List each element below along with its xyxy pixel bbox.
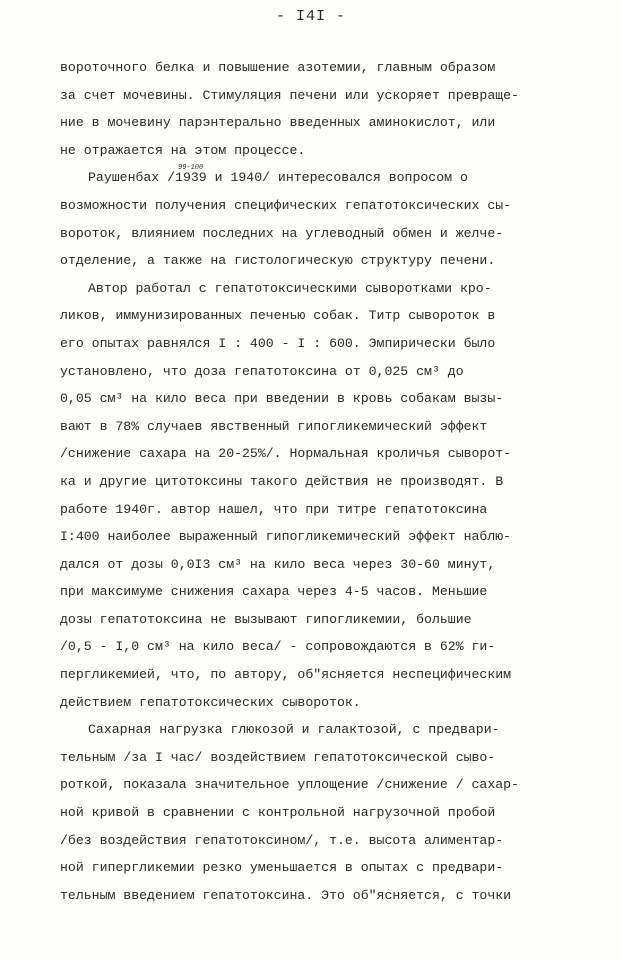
text-line [60, 799, 580, 827]
line-text: /0,5 - I,0 см³ на кило веса/ - сопровождаются в 62% ги- [60, 639, 496, 655]
line-text: за счет мочевины. Стимуляция печени или ускоряет превраще- [60, 87, 519, 103]
line-text: пергликемией, что, по автору, об"ясняется неспецифическим [60, 667, 512, 683]
text-line [60, 606, 580, 634]
text-line [60, 827, 580, 855]
line-text: действием гепатотоксических сывороток. [60, 694, 361, 710]
line-text: ликов, иммунизированных печенью собак. Титр сывороток в [60, 308, 496, 324]
text-line [60, 54, 580, 82]
text-line [60, 413, 580, 441]
text-line [60, 496, 580, 524]
line-text: его опытах равнялся I : 400 - I : 600. Эмпирически было [60, 335, 496, 351]
text-line [60, 661, 580, 689]
line-text: I:400 наиболее выраженный гипогликемический эффект наблю- [60, 529, 512, 545]
text-line [60, 551, 580, 579]
text-line [60, 771, 580, 799]
text-line [60, 164, 580, 192]
line-text: при максимуме снижения сахара через 4-5 часов. Меньшие [60, 584, 488, 600]
document-body [60, 54, 580, 909]
text-line [60, 137, 580, 165]
text-line [60, 440, 580, 468]
line-text: установлено, что доза гепатотоксина от 0,025 см³ до [60, 363, 464, 379]
line-text: Раушенбах /1939 и 1940/ интересовался вопросом о [88, 170, 468, 186]
line-text: вают в 78% случаев явственный гипогликемический эффект [60, 418, 488, 434]
line-text: ной гипергликемии резко уменьшается в опытах с предвари- [60, 860, 504, 876]
line-text: возможности получения специфических гепатотоксических сы- [60, 197, 512, 213]
text-line [60, 716, 580, 744]
line-text: Автор работал с гепатотоксическими сыворотками кро- [88, 280, 492, 296]
text-line [60, 385, 580, 413]
text-line [60, 302, 580, 330]
text-line [60, 82, 580, 110]
text-line [60, 330, 580, 358]
text-line [60, 109, 580, 137]
line-text: ной кривой в сравнении с контрольной нагрузочной пробой [60, 805, 496, 821]
line-text: не отражается на этом процессе. [60, 142, 306, 158]
text-line [60, 192, 580, 220]
line-text: /снижение сахара на 20-25%/. Нормальная кроличья сыворот- [60, 446, 512, 462]
line-text: дозы гепатотоксина не вызывают гипогликемии, большие [60, 611, 472, 627]
line-text: /без воздействия гепатотоксином/, т.е. высота алиментар- [60, 832, 504, 848]
line-text: вороточного белка и повышение азотемии, главным образом [60, 60, 496, 75]
text-line [60, 358, 580, 386]
line-text: ние в мочевину парэнтерально введенных аминокислот, или [60, 115, 496, 131]
line-text: вороток, влиянием последних на углеводный обмен и желче- [60, 225, 504, 241]
text-line [60, 882, 580, 910]
line-text: роткой, показала значительное уплощение /снижение / сахар- [60, 777, 519, 793]
line-text: ка и другие цитотоксины такого действия не производят. В [60, 473, 504, 489]
line-text: тельным /за I час/ воздействием гепатотоксической сыво- [60, 749, 496, 765]
text-line [60, 523, 580, 551]
text-line [60, 744, 580, 772]
line-text: работе 1940г. автор нашел, что при титре гепатотоксина [60, 501, 488, 517]
text-line [60, 220, 580, 248]
text-line [60, 854, 580, 882]
text-line [60, 468, 580, 496]
page-number: - I4I - [275, 8, 346, 25]
line-text: дался от дозы 0,0I3 см³ на кило веса через 30-60 минут, [60, 556, 496, 572]
text-line [60, 633, 580, 661]
text-line [60, 275, 580, 303]
footnote-reference: 99-100 [178, 164, 204, 173]
line-text: Сахарная нагрузка глюкозой и галактозой, с предвари- [88, 722, 500, 738]
text-line [60, 247, 580, 275]
line-text: тельным введением гепатотоксина. Это об"ясняется, с точки [60, 887, 512, 903]
line-text: отделение, а также на гистологическую структуру печени. [60, 253, 496, 269]
line-text: 0,05 см³ на кило веса при введении в кровь собакам вызы- [60, 391, 504, 407]
text-line [60, 689, 580, 717]
text-line [60, 578, 580, 606]
